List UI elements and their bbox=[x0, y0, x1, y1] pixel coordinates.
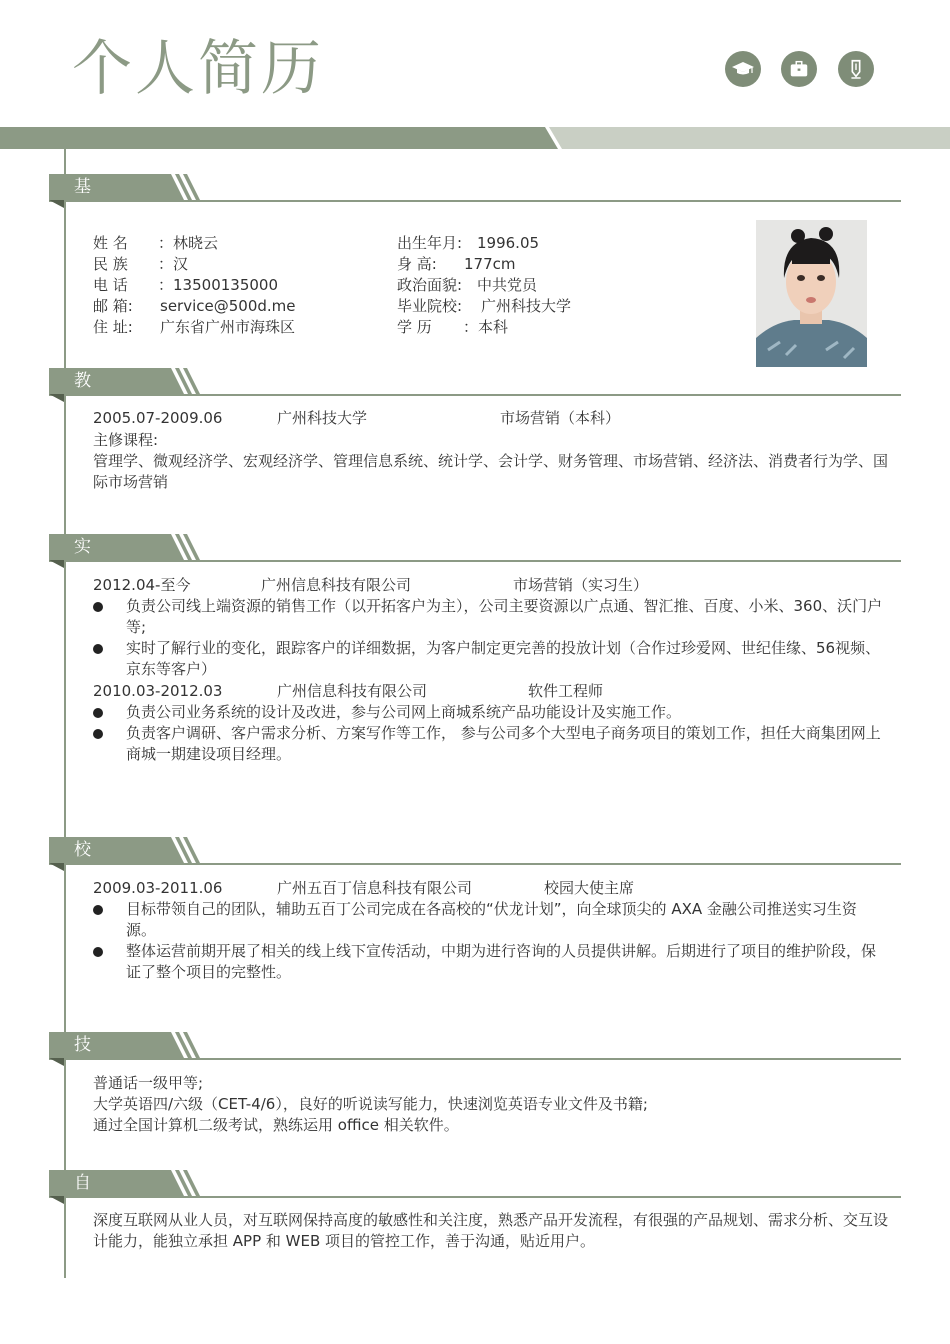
job-role: 软件工程师 bbox=[528, 682, 604, 700]
section-title: 自我评价 bbox=[74, 1173, 91, 1271]
campus-period: 2009.03-2011.06 bbox=[93, 879, 223, 897]
pen-icon bbox=[838, 51, 874, 87]
name-label: 姓 名 bbox=[93, 234, 128, 252]
page-title: 个人简历 bbox=[72, 34, 324, 104]
school-value: 广州科技大学 bbox=[481, 297, 572, 315]
header-band bbox=[0, 127, 950, 151]
email-label: 邮 箱: bbox=[93, 297, 133, 315]
job-role: 市场营销（实习生） bbox=[513, 576, 649, 594]
graduation-cap-icon bbox=[725, 51, 761, 87]
bullet-dot bbox=[93, 602, 103, 612]
campus-company: 广州五百丁信息科技有限公司 bbox=[277, 879, 473, 897]
ethnicity-value: ：汉 bbox=[158, 255, 189, 273]
campus-role: 校园大使主席 bbox=[544, 879, 635, 897]
skill-item: 通过全国计算机二级考试，熟练运用 office 相关软件。 bbox=[93, 1116, 459, 1134]
job-bullet: 负责客户调研、客户需求分析、方案写作等工作， 参与公司多个大型电子商务项目的策划工作，担任大商集团网上商城一期建设项目经理。 bbox=[126, 724, 881, 763]
section-title: 基本信息 bbox=[74, 177, 91, 275]
address-label: 住 址: bbox=[93, 318, 133, 336]
bullet-dot bbox=[93, 644, 103, 654]
section-title: 教育背景 bbox=[74, 371, 91, 469]
phone-value: ：13500135000 bbox=[158, 276, 278, 294]
job-bullet: 负责公司线上端资源的销售工作（以开拓客户为主），公司主要资源以广点通、智汇推、百度、小米、360、沃门户等; bbox=[126, 597, 883, 636]
edu-courses-label: 主修课程: bbox=[93, 431, 159, 449]
job-bullet: 负责公司业务系统的设计及改进，参与公司网上商城系统产品功能设计及实施工作。 bbox=[126, 703, 682, 721]
section-title: 技能证书 bbox=[74, 1035, 91, 1133]
phone-label: 电 话 bbox=[93, 276, 128, 294]
profile-photo bbox=[756, 220, 867, 367]
ethnicity-label: 民 族 bbox=[93, 255, 128, 273]
political-value: 中共党员 bbox=[477, 276, 538, 294]
job-period: 2010.03-2012.03 bbox=[93, 682, 223, 700]
edu-school: 广州科技大学 bbox=[277, 409, 368, 427]
birth-label: 出生年月: bbox=[397, 234, 463, 252]
bullet-dot bbox=[93, 708, 103, 718]
political-label: 政治面貌: bbox=[397, 276, 463, 294]
degree-value: ：本科 bbox=[463, 318, 509, 336]
height-label: 身 高: bbox=[397, 255, 437, 273]
name-value: ：林晓云 bbox=[158, 234, 219, 252]
job-bullet: 实时了解行业的变化，跟踪客户的详细数据，为客户制定更完善的投放计划（合作过珍爱网、世纪佳缘、56视频、京东等客户） bbox=[126, 639, 881, 678]
section-title: 实习经历 bbox=[74, 537, 91, 635]
school-label: 毕业院校: bbox=[397, 297, 463, 315]
edu-courses: 管理学、微观经济学、宏观经济学、管理信息系统、统计学、会计学、财务管理、市场营销、经济法、消费者行为学、国际市场营销 bbox=[93, 452, 889, 491]
birth-value: 1996.05 bbox=[477, 234, 540, 252]
job-company: 广州信息科技有限公司 bbox=[277, 682, 428, 700]
timeline-line bbox=[64, 148, 66, 1278]
edu-period: 2005.07-2009.06 bbox=[93, 409, 223, 427]
briefcase-icon bbox=[781, 51, 817, 87]
degree-label: 学 历 bbox=[397, 318, 432, 336]
section-title: 校园经历 bbox=[74, 840, 91, 938]
bullet-dot bbox=[93, 947, 103, 957]
skill-item: 大学英语四/六级（CET-4/6），良好的听说读写能力，快速浏览英语专业文件及书籍; bbox=[93, 1095, 648, 1113]
job-period: 2012.04-至今 bbox=[93, 576, 191, 594]
height-value: 177cm bbox=[464, 255, 516, 273]
skill-item: 普通话一级甲等; bbox=[93, 1074, 204, 1092]
job-company: 广州信息科技有限公司 bbox=[261, 576, 412, 594]
campus-bullet: 目标带领自己的团队，辅助五百丁公司完成在各高校的“伏龙计划”，向全球顶尖的 AXA 金融公司推送实习生资源。 bbox=[126, 900, 857, 939]
bullet-dot bbox=[93, 905, 103, 915]
edu-major: 市场营销（本科） bbox=[500, 409, 621, 427]
address-value: 广东省广州市海珠区 bbox=[160, 318, 296, 336]
self-evaluation: 深度互联网从业人员，对互联网保持高度的敏感性和关注度，熟悉产品开发流程，有很强的产品规划、需求分析、交互设计能力，能独立承担 APP 和 WEB 项目的管控工作，善于沟通，贴近用户。 bbox=[93, 1211, 889, 1250]
email-value: service@500d.me bbox=[160, 297, 296, 315]
bullet-dot bbox=[93, 729, 103, 739]
campus-bullet: 整体运营前期开展了相关的线上线下宣传活动，中期为进行咨询的人员提供讲解。后期进行了项目的维护阶段，保证了整个项目的完整性。 bbox=[126, 942, 877, 981]
